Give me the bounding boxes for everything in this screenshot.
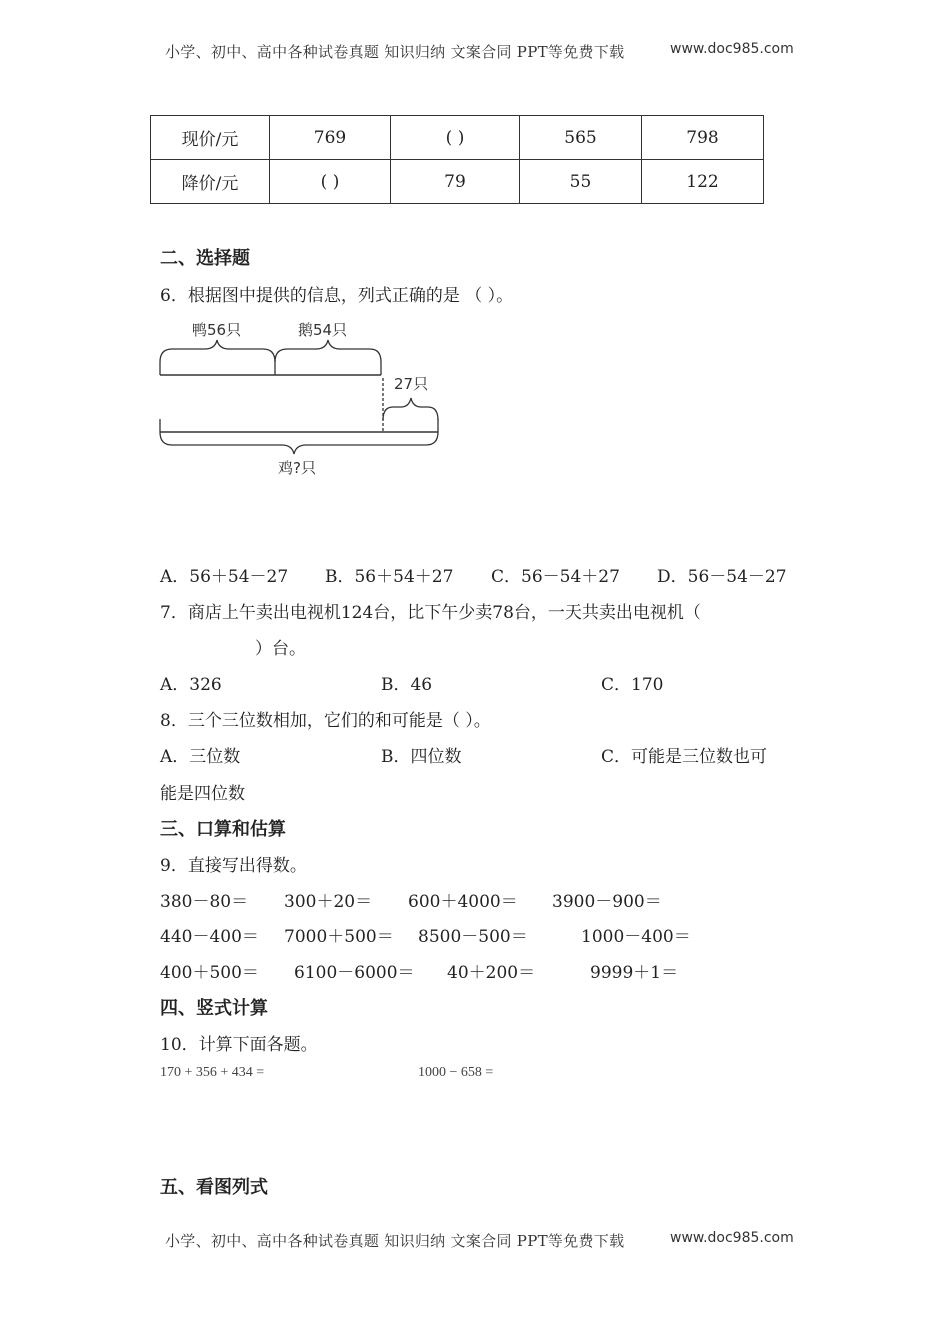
question-7-line1: 7．商店上午卖出电视机124台，比下午少卖78台，一天共卖出电视机（ (160, 603, 701, 623)
footer-text: 小学、初中、高中各种试卷真题 知识归纳 文案合同 PPT等免费下载 (165, 1232, 625, 1250)
q7-option-a: A．326 (160, 675, 222, 695)
q9-item: 9999＋1＝ (590, 963, 679, 983)
goose-label: 鹅54只 (298, 321, 348, 339)
q7-option-c: C．170 (601, 675, 664, 695)
duck-label: 鸭56只 (192, 321, 242, 339)
q9-item: 40＋200＝ (447, 963, 536, 983)
q6-option-b: B．56＋54＋27 (325, 567, 454, 587)
q8-option-c-cont: 能是四位数 (160, 784, 245, 804)
q10-expr-1: 170 + 356 + 434 = (160, 1065, 265, 1080)
question-10: 10．计算下面各题。 (160, 1035, 318, 1055)
q6-option-d: D．56－54－27 (657, 567, 787, 587)
q9-item: 600＋4000＝ (408, 892, 518, 912)
q9-item: 300＋20＝ (284, 892, 373, 912)
goose-brace (275, 340, 381, 362)
table-cell: 769 (270, 116, 391, 160)
question-7-line2: ）台。 (255, 639, 306, 659)
duck-brace (160, 340, 275, 362)
table-cell: ( ) (270, 160, 391, 204)
q9-item: 3900－900＝ (552, 892, 662, 912)
chicken-label: 鸡?只 (278, 459, 316, 477)
q9-item: 8500－500＝ (418, 927, 528, 947)
question-8: 8．三个三位数相加，它们的和可能是（ ）。 (160, 711, 491, 731)
q8-option-a: A．三位数 (160, 747, 241, 767)
section-title-vertical: 四、竖式计算 (160, 998, 268, 1019)
q6-option-c: C．56－54＋27 (491, 567, 620, 587)
q6-option-a: A．56＋54－27 (160, 567, 289, 587)
section-title-mental: 三、口算和估算 (160, 819, 286, 840)
section-title-choice: 二、选择题 (160, 248, 250, 269)
q8-option-c: C．可能是三位数也可 (601, 747, 768, 767)
table-cell: ( ) (391, 116, 520, 160)
table-cell: 565 (520, 116, 642, 160)
diff-brace (383, 398, 438, 420)
q8-option-b: B．四位数 (381, 747, 462, 767)
q9-item: 400＋500＝ (160, 963, 259, 983)
chicken-brace (160, 432, 438, 454)
header-url[interactable]: www.doc985.com (670, 41, 794, 57)
q9-item: 1000－400＝ (581, 927, 691, 947)
diff-label: 27只 (394, 375, 429, 393)
table-row (151, 160, 764, 204)
q9-item: 6100－6000＝ (294, 963, 415, 983)
question-9: 9．直接写出得数。 (160, 856, 307, 876)
q7-option-b: B．46 (381, 675, 433, 695)
table-row (151, 116, 764, 160)
row-label: 降价/元 (151, 160, 270, 204)
q9-item: 440－400＝ (160, 927, 259, 947)
section-title-picture: 五、看图列式 (160, 1177, 268, 1198)
question-6: 6．根据图中提供的信息，列式正确的是 （ ）。 (160, 286, 514, 306)
price-table (150, 115, 764, 204)
q9-item: 380－80＝ (160, 892, 249, 912)
row-label: 现价/元 (151, 116, 270, 160)
q10-expr-2: 1000 − 658 = (418, 1065, 494, 1080)
table-cell: 55 (520, 160, 642, 204)
footer-url[interactable]: www.doc985.com (670, 1230, 794, 1246)
table-cell: 798 (642, 116, 764, 160)
table-cell: 79 (391, 160, 520, 204)
table-cell: 122 (642, 160, 764, 204)
q9-item: 7000＋500＝ (284, 927, 394, 947)
header-text: 小学、初中、高中各种试卷真题 知识归纳 文案合同 PPT等免费下载 (165, 43, 625, 61)
q6-diagram (150, 312, 450, 487)
